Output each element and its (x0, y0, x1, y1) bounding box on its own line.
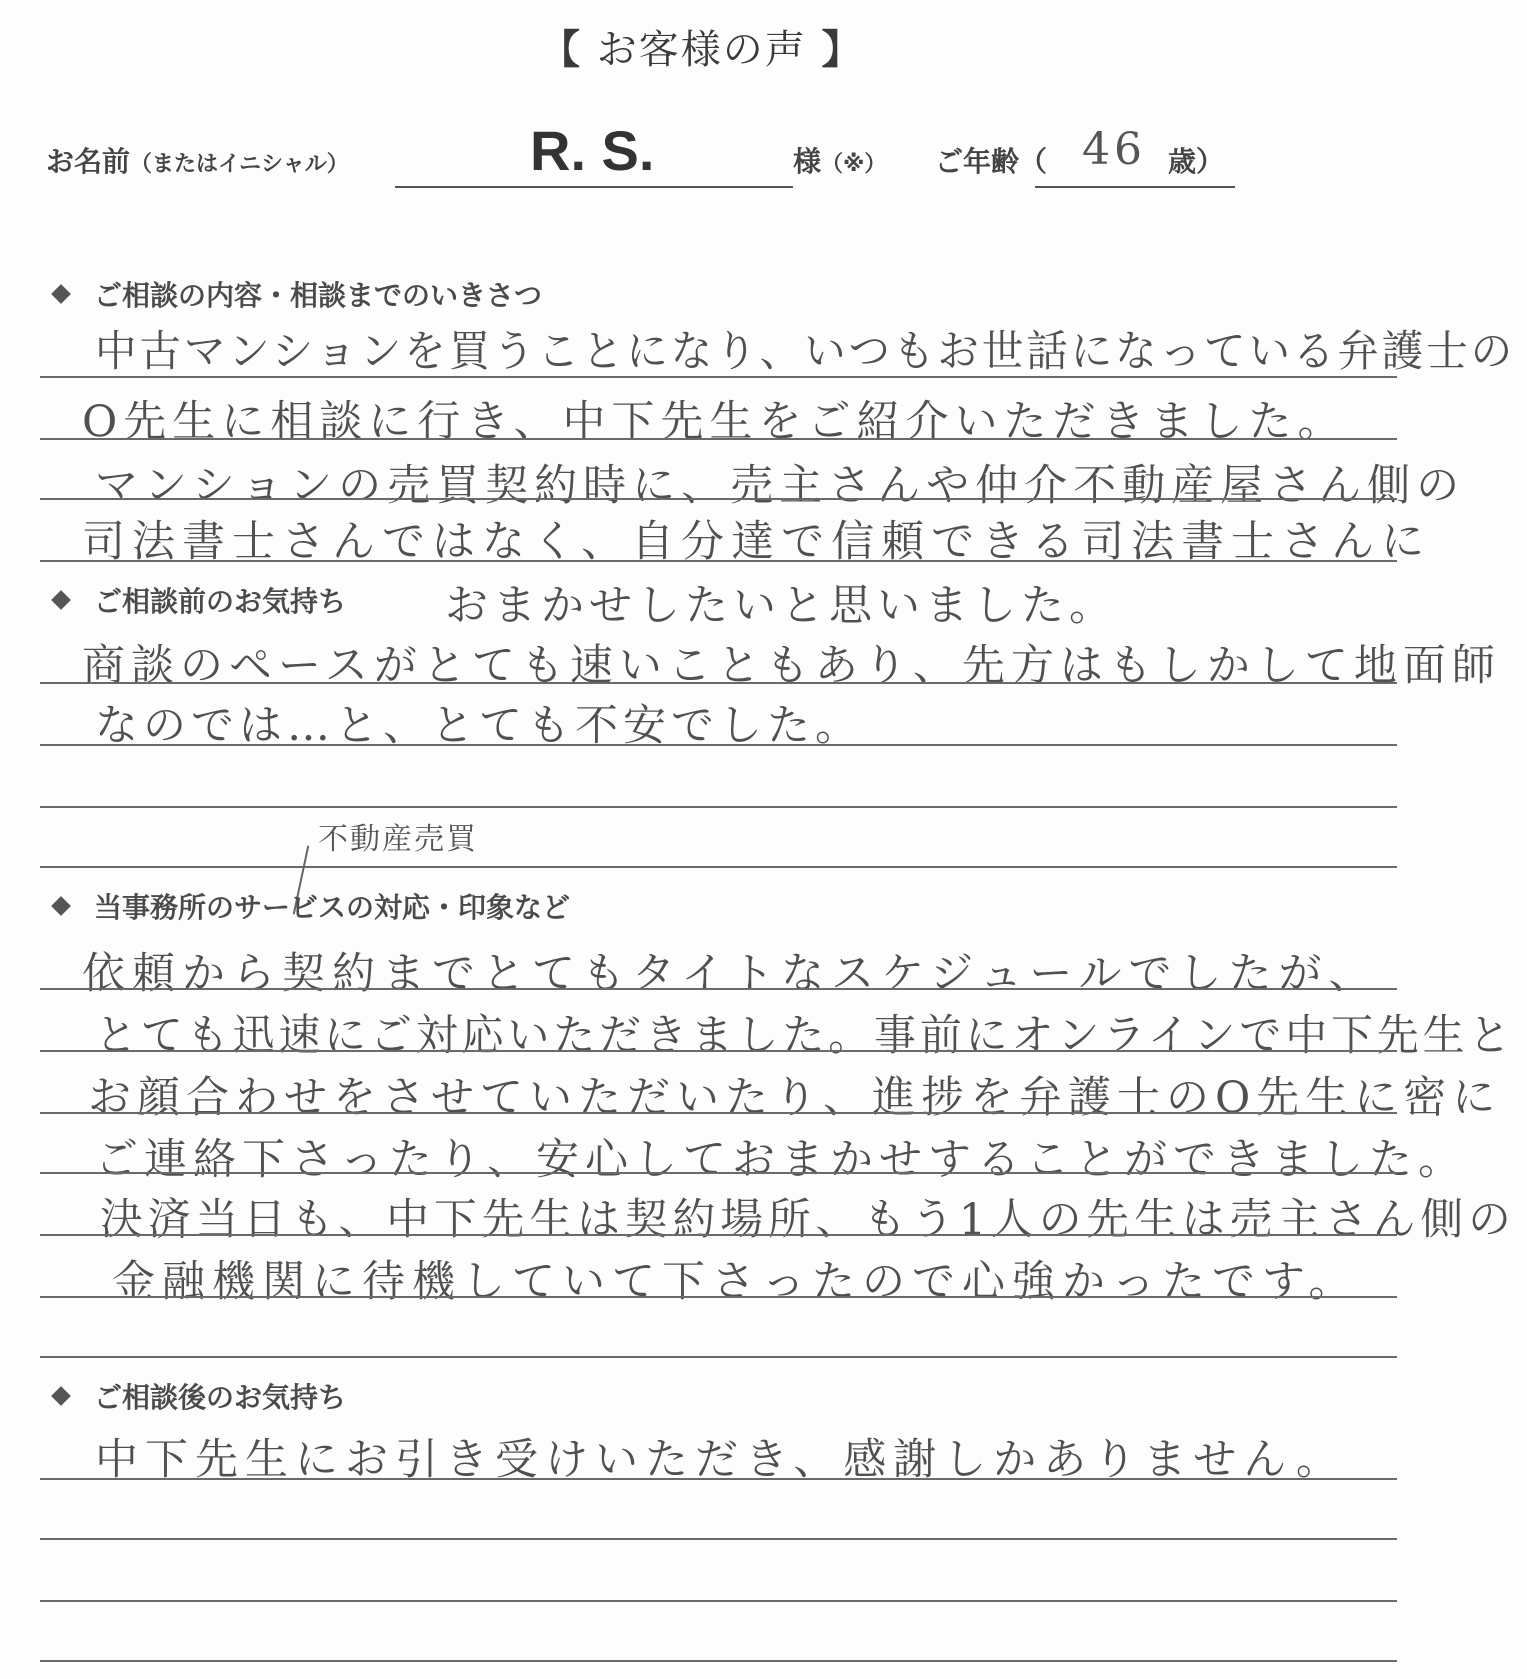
name-underline (395, 186, 793, 188)
honorific-group (793, 140, 886, 180)
handwritten-line: O先生に相談に行き、中下先生をご紹介いただきました。 (82, 397, 1347, 447)
handwritten-line: ご連絡下さったり、安心しておまかせすることができました。 (95, 1135, 1467, 1185)
honorific-label: 様 (793, 145, 822, 178)
name-value: R. S. (530, 119, 655, 182)
ruled-line (40, 498, 1397, 500)
handwritten-line: とても迅速にご対応いただきました。事前にオンラインで中下先生と (95, 1011, 1515, 1061)
ruled-line (40, 438, 1397, 440)
ruled-line (40, 1600, 1397, 1602)
diamond-bullet-icon (51, 896, 71, 916)
note-mark: （※） (821, 152, 887, 177)
ruled-line (40, 1234, 1397, 1236)
ruled-line (40, 682, 1397, 684)
section-heading-text: ご相談後のお気持ち (94, 1381, 347, 1414)
age-label: ご年齢（ (935, 145, 1048, 178)
handwritten-line: 決済当日も、中下先生は契約場所、もう1人の先生は売主さん側の (100, 1195, 1516, 1245)
age-value: 46 (1082, 124, 1146, 175)
ruled-line (40, 1050, 1397, 1052)
ruled-line (40, 1538, 1397, 1540)
ruled-line (40, 744, 1397, 746)
diamond-bullet-icon (51, 1386, 71, 1406)
name-label-group (46, 140, 349, 180)
age-unit: 歳） (1168, 145, 1225, 178)
handwritten-line: おまかせしたいと思いました。 (445, 581, 1117, 631)
name-label: お名前 (46, 145, 131, 178)
ruled-line (40, 806, 1397, 808)
title-text: お客様の声 (596, 27, 807, 73)
handwritten-line: 金融機関に待機していて下さったので心強かったです。 (112, 1257, 1359, 1307)
ruled-line (40, 1296, 1397, 1298)
form-title (540, 18, 863, 75)
handwritten-line: 中下先生にお引き受けいただき、感謝しかありません。 (95, 1435, 1346, 1485)
ruled-line (40, 1112, 1397, 1114)
handwritten-line: 依頼から契約までとてもタイトなスケジュールでしたが、 (82, 949, 1379, 999)
ruled-line (40, 1172, 1397, 1174)
section-service-heading (48, 886, 570, 926)
handwritten-line: 司法書士さんではなく、自分達で信頼できる司法書士さんに (82, 517, 1432, 567)
section-heading-text: ご相談前のお気持ち (94, 585, 347, 618)
ruled-line (40, 988, 1397, 990)
age-underline (1035, 186, 1235, 188)
diamond-bullet-icon (51, 590, 71, 610)
section-heading-text: 当事務所のサービスの対応・印象など (94, 891, 571, 924)
ruled-line (40, 1660, 1397, 1662)
ruled-line (40, 1478, 1397, 1480)
title-close-bracket: 】 (821, 27, 864, 73)
section-after-heading (48, 1376, 346, 1416)
handwritten-insert-note: 不動産売買 (318, 822, 478, 857)
handwritten-line: なのでは…と、とても不安でした。 (95, 701, 863, 751)
ruled-line (40, 1356, 1397, 1358)
handwritten-line: お顔合わせをさせていただいたり、進捗を弁護士のO先生に密に (88, 1073, 1502, 1123)
ruled-line (40, 560, 1397, 562)
title-open-bracket: 【 (540, 27, 582, 73)
ruled-line (40, 866, 1397, 868)
handwritten-line: 商談のペースがとても速いこともあり、先方はもしかして地面師 (82, 641, 1501, 691)
diamond-bullet-icon (51, 284, 71, 304)
section-consultation-heading (48, 274, 542, 314)
ruled-line (40, 376, 1397, 378)
section-before-heading (48, 580, 346, 620)
handwritten-line: マンションの売買契約時に、売主さんや仲介不動産屋さん側の (95, 461, 1466, 511)
name-sub-label: （またはイニシャル） (130, 152, 349, 177)
section-heading-text: ご相談の内容・相談までのいきさつ (94, 279, 543, 312)
handwritten-line: 中古マンションを買うことになり、いつもお世話になっている弁護士の (95, 327, 1516, 377)
